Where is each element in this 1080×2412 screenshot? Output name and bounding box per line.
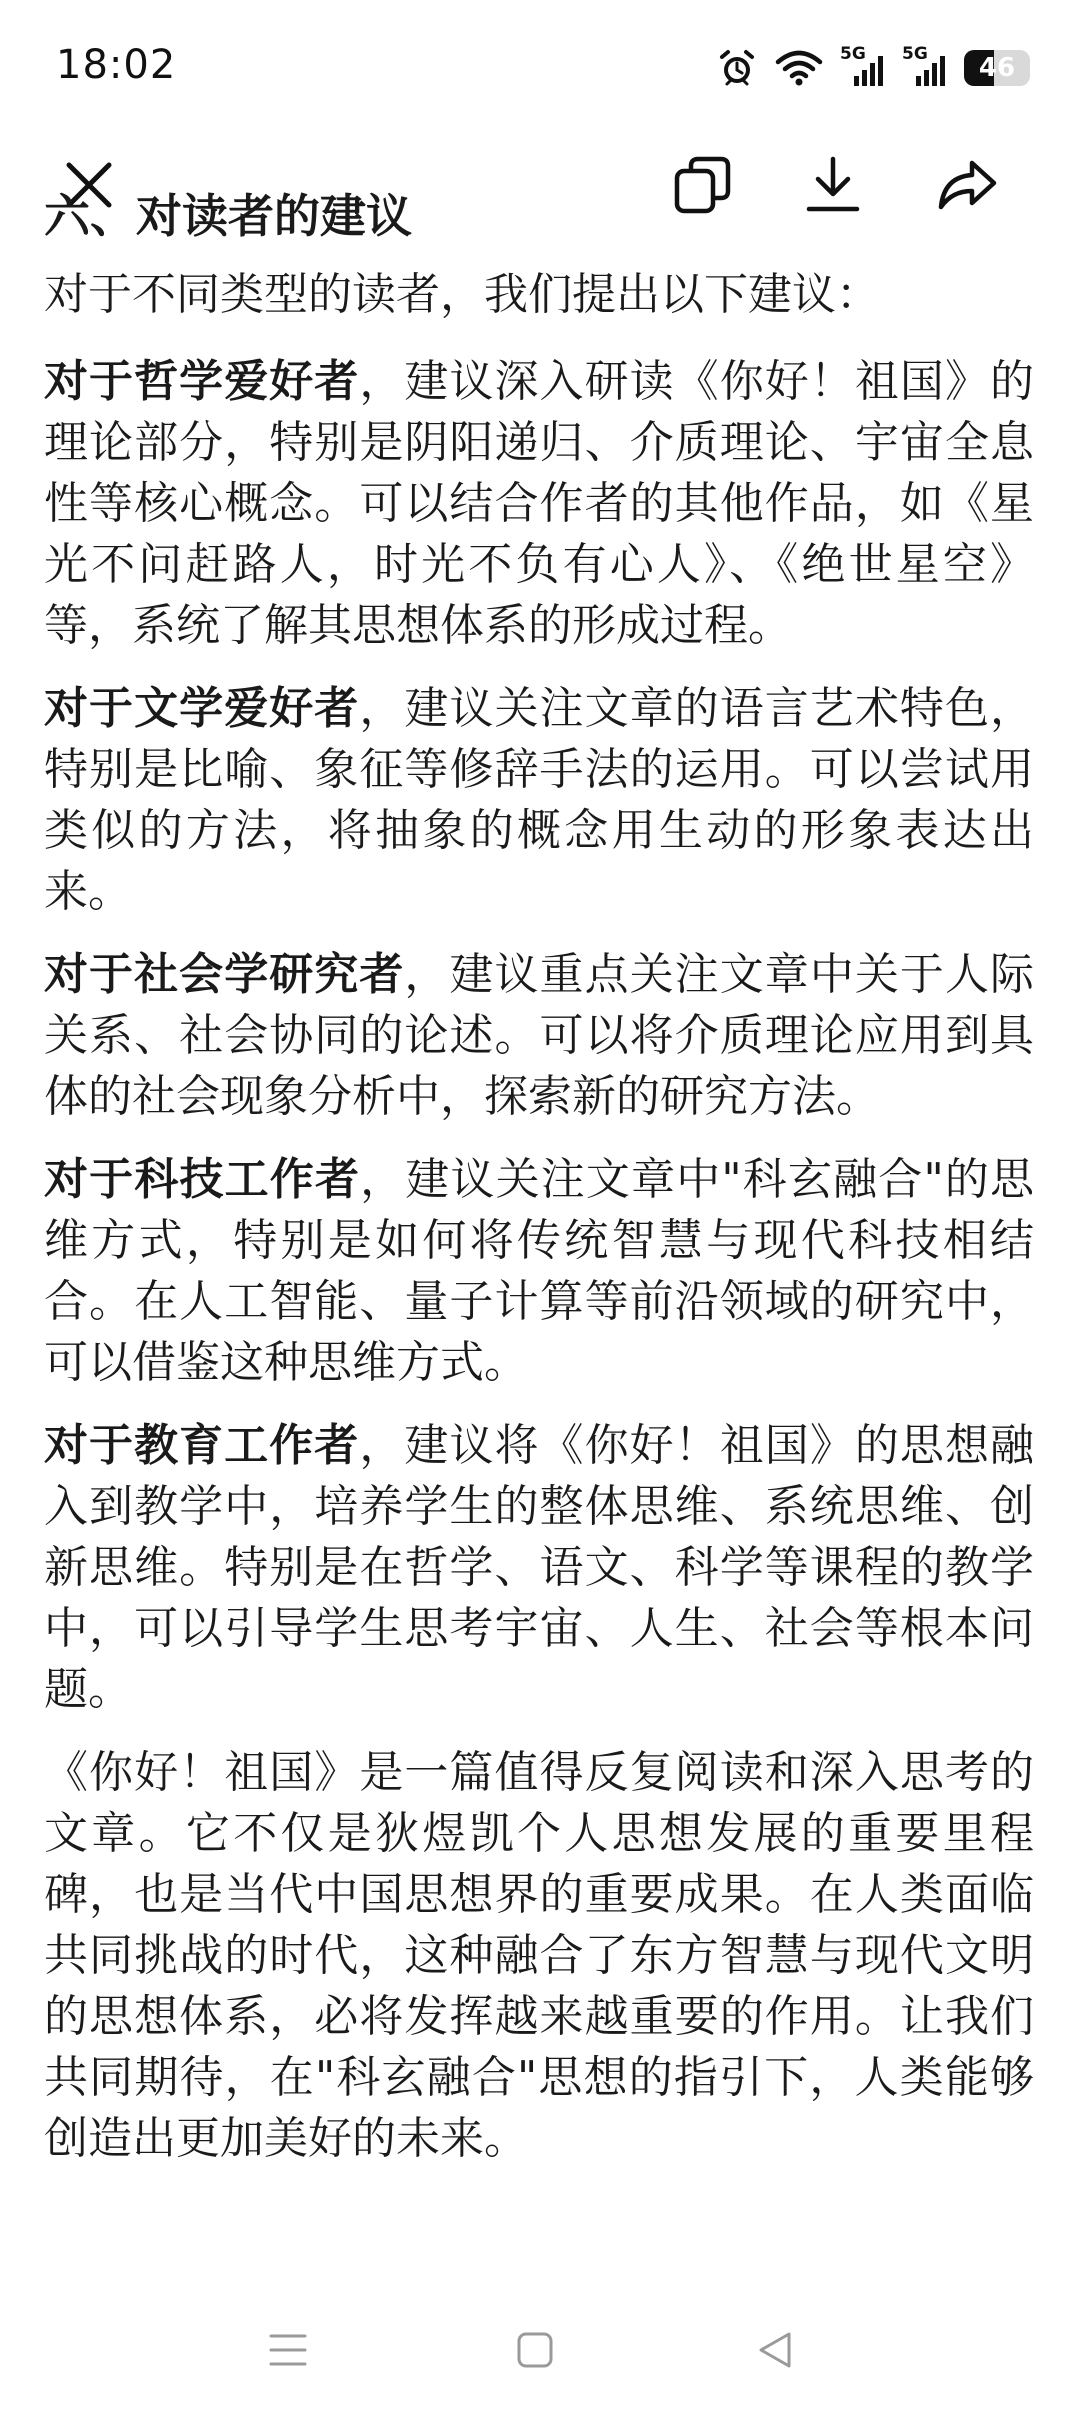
intro-paragraph: 对于不同类型的读者，我们提出以下建议：: [44, 269, 880, 320]
literature-paragraph: [44, 678, 1034, 922]
article-content: [44, 189, 1035, 2242]
paragraph-text: ，建议将《你好！祖国》的思想融入到教学中，培养学生的整体思维、系统思维、创新思维。特别是在哲学、语文、科学等课程的教学中，可以引导学生思考宇宙、人生、社会等根本问题。: [44, 1420, 1035, 1715]
battery-level: 46: [978, 53, 1016, 83]
copy-button[interactable]: [658, 140, 748, 230]
section-heading: [44, 189, 1034, 250]
status-time: 18:02: [56, 42, 177, 88]
back-button[interactable]: [740, 2322, 810, 2382]
share-button[interactable]: [922, 140, 1012, 230]
battery-icon: [964, 50, 1030, 86]
paragraph-text: ，建议关注文章中"科玄融合"的思维方式，特别是如何将传统智慧与现代科技相结合。在人工智能、量子计算等前沿领域的研究中，可以借鉴这种思维方式。: [44, 1154, 1034, 1388]
wifi-icon: [774, 48, 824, 88]
home-icon: [515, 2330, 555, 2374]
technology-paragraph: [44, 1149, 1034, 1393]
home-button[interactable]: [500, 2322, 570, 2382]
download-button[interactable]: [788, 140, 878, 230]
conclusion-paragraph: 《你好！祖国》是一篇值得反复阅读和深入思考的文章。它不仅是狄煜凯个人思想发展的重要里程碑，也是当代中国思想界的重要成果。在人类面临共同挑战的时代，这种融合了东方智慧与现代文明的思想体系，必将发挥越来越重要的作用。让我们共同期待，在"科玄融合"思想的指引下，人类能够创造出更加美好的未来。: [44, 1747, 1034, 2164]
paragraph-text: ，建议重点关注文章中关于人际关系、社会协同的论述。可以将介质理论应用到具体的社会现象分析中，探索新的研究方法。: [44, 949, 1035, 1122]
download-icon: [803, 155, 863, 215]
recent-apps-button[interactable]: [253, 2322, 323, 2382]
paragraph-text: ，建议深入研读《你好！祖国》的理论部分，特别是阴阳递归、介质理论、宇宙全息性等核心概念。可以结合作者的其他作品，如《星光不问赶路人，时光不负有心人》、《绝世星空》等，系统了解其思想体系的形成过程。: [44, 356, 1035, 651]
share-icon: [936, 157, 998, 213]
navigation-bar: [0, 2292, 1080, 2412]
education-paragraph: [44, 1415, 1034, 1720]
signal-5g-icon: [902, 44, 948, 88]
network-label: 5G: [902, 44, 928, 64]
network-label: 5G: [840, 44, 866, 64]
paragraph-text: ，建议关注文章的语言艺术特色，特别是比喻、象征等修辞手法的运用。可以尝试用类似的方法，将抽象的概念用生动的形象表达出来。: [44, 683, 1035, 917]
paragraph-lead: 对于哲学爱好者: [44, 356, 360, 407]
copy-icon: [673, 155, 733, 215]
sociology-paragraph: [44, 944, 1034, 1127]
menu-icon: [268, 2330, 308, 2374]
philosophy-paragraph: [44, 351, 1034, 656]
status-bar: [0, 0, 1080, 130]
back-icon: [755, 2330, 795, 2374]
alarm-icon: [716, 47, 758, 89]
signal-5g-icon: [840, 44, 886, 88]
status-icons: [716, 44, 1030, 92]
section-heading-text: 六、对读者的建议: [44, 189, 412, 243]
paragraph-lead: 对于社会学研究者: [44, 949, 405, 1000]
paragraph-lead: 对于文学爱好者: [44, 683, 360, 734]
paragraph-lead: 对于教育工作者: [44, 1420, 360, 1471]
paragraph-lead: 对于科技工作者: [44, 1154, 361, 1205]
